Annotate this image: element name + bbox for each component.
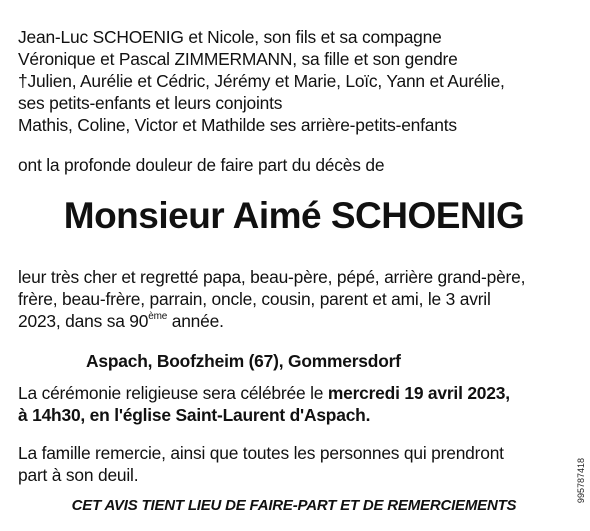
footer-notice: CET AVIS TIENT LIEU DE FAIRE-PART ET DE REMERCIEMENTS	[71, 497, 517, 514]
family-line: †Julien, Aurélie et Cédric, Jérémy et Marie, Loïc, Yann et Aurélie,	[18, 71, 505, 91]
ceremony-text: La cérémonie religieuse sera célébrée le	[18, 383, 328, 403]
thanks-text	[18, 442, 504, 486]
deceased-description	[18, 266, 525, 332]
family-line: Mathis, Coline, Victor et Mathilde ses arrière-petits-enfants	[18, 115, 457, 135]
ceremony-time-place: à 14h30, en l'église Saint-Laurent d'Aspach.	[18, 405, 371, 425]
thanks-line: part à son deuil.	[18, 465, 139, 485]
ceremony-info	[18, 382, 510, 426]
places: Aspach, Boofzheim (67), Gommersdorf	[86, 351, 401, 371]
description-text: année.	[167, 311, 224, 331]
description-text: 2023, dans sa 90	[18, 311, 149, 331]
description-line	[18, 310, 525, 332]
obituary-notice	[18, 4, 570, 527]
description-line: leur très cher et regretté papa, beau-père, pépé, arrière grand-père,	[18, 267, 526, 287]
thanks-line: La famille remercie, ainsi que toutes les personnes qui prendront	[18, 443, 504, 463]
description-line: frère, beau-frère, parrain, oncle, cousin, parent et ami, le 3 avril	[18, 289, 491, 309]
family-line: Jean-Luc SCHOENIG et Nicole, son fils et sa compagne	[18, 27, 442, 47]
announcement-intro: ont la profonde douleur de faire part du décès de	[18, 155, 385, 175]
ceremony-date: mercredi 19 avril 2023,	[327, 383, 510, 403]
deceased-name: Monsieur Aimé SCHOENIG	[63, 195, 525, 236]
reference-number: 995787418	[576, 458, 586, 504]
family-line: ses petits-enfants et leurs conjoints	[18, 93, 283, 113]
family-line: Véronique et Pascal ZIMMERMANN, sa fille et son gendre	[18, 49, 458, 69]
ordinal-suffix: ème	[148, 311, 168, 323]
family-list	[18, 26, 505, 136]
ceremony-line	[18, 382, 510, 404]
